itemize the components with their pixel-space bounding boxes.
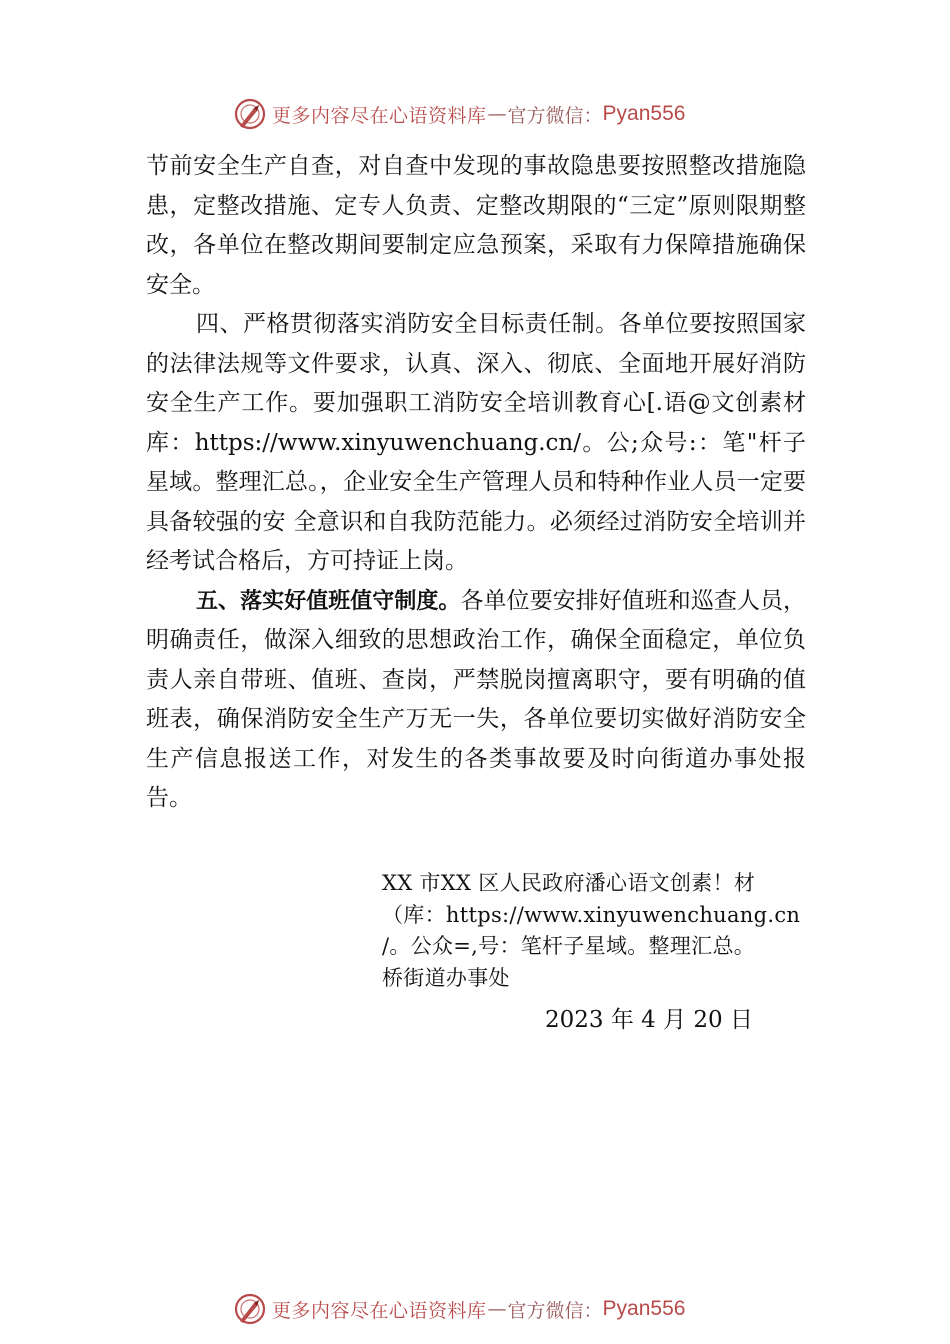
banner-wechat-label: 官方微信： (507, 104, 603, 127)
banner-separator: — (487, 103, 507, 125)
paragraph-3-heading: 五、落实好值班值守制度。 (196, 588, 461, 614)
banner-slogan: 更多内容尽在心语资料库 (272, 1299, 487, 1322)
paragraph-1: 节前安全生产自查，对自查中发现的事故隐患要按照整改措施隐患，定整改措施、定专人负责、定整改期限的“三定”原则限期整改，各单位在整改期间要制定应急预案，采取有力保障措施确保安全。 (146, 153, 806, 298)
document-date: 2023 年 4 月 20 日 (545, 1007, 753, 1033)
signature-line-1: XX 市XX 区人民政府潘心语文创素！材 (382, 871, 756, 895)
pen-nib-icon (232, 96, 268, 132)
document-body (146, 147, 806, 819)
paragraph-3-body: 各单位要安排好值班和巡查人员，明确责任，做深入细致的思想政治工作，确保全面稳定，单位负责人亲自带班、值班、查岗，严禁脱岗擅离职守，要有明确的值班表，确保消防安全生产万无一失，各单位要切实做好消防安全生产信息报送工作，对发生的各类事故要及时向街道办事处报告。 (146, 587, 806, 811)
banner-separator: — (487, 1298, 507, 1320)
paragraph-2: 四、严格贯彻落实消防安全目标责任制。各单位要按照国家的法律法规等文件要求，认真、深入、彻底、全面地开展好消防安全生产工作。要加强职工消防安全培训教育心[.语@文创素材库：https://www.xinyuwenchuang.cn/。公;众号:：笔"杆子星域。整理汇总。，企业安全生产管理人员和特种作业人员一定要具备较强的安 全意识和自我防范能力。必须经过消防安全培训并经考试合格后，方可持证上岗。 (146, 311, 806, 574)
signature-line-2: （库：https://www.xinyuwenchuang.cn (382, 902, 801, 927)
signature-line-4: 桥街道办事处 (382, 965, 510, 990)
header-banner (232, 94, 732, 134)
banner-wechat-label: 官方微信： (507, 1299, 603, 1322)
signature-line-3: /。公众=,号：笔杆子星域。整理汇总。 (382, 934, 756, 958)
banner-slogan: 更多内容尽在心语资料库 (272, 104, 487, 127)
paragraph-3 (146, 582, 806, 819)
footer-banner (232, 1289, 732, 1329)
banner-wechat-id: Pyan556 (602, 102, 686, 125)
banner-wechat-id: Pyan556 (602, 1297, 686, 1320)
signature-block (382, 868, 832, 994)
pen-nib-icon (232, 1291, 268, 1327)
